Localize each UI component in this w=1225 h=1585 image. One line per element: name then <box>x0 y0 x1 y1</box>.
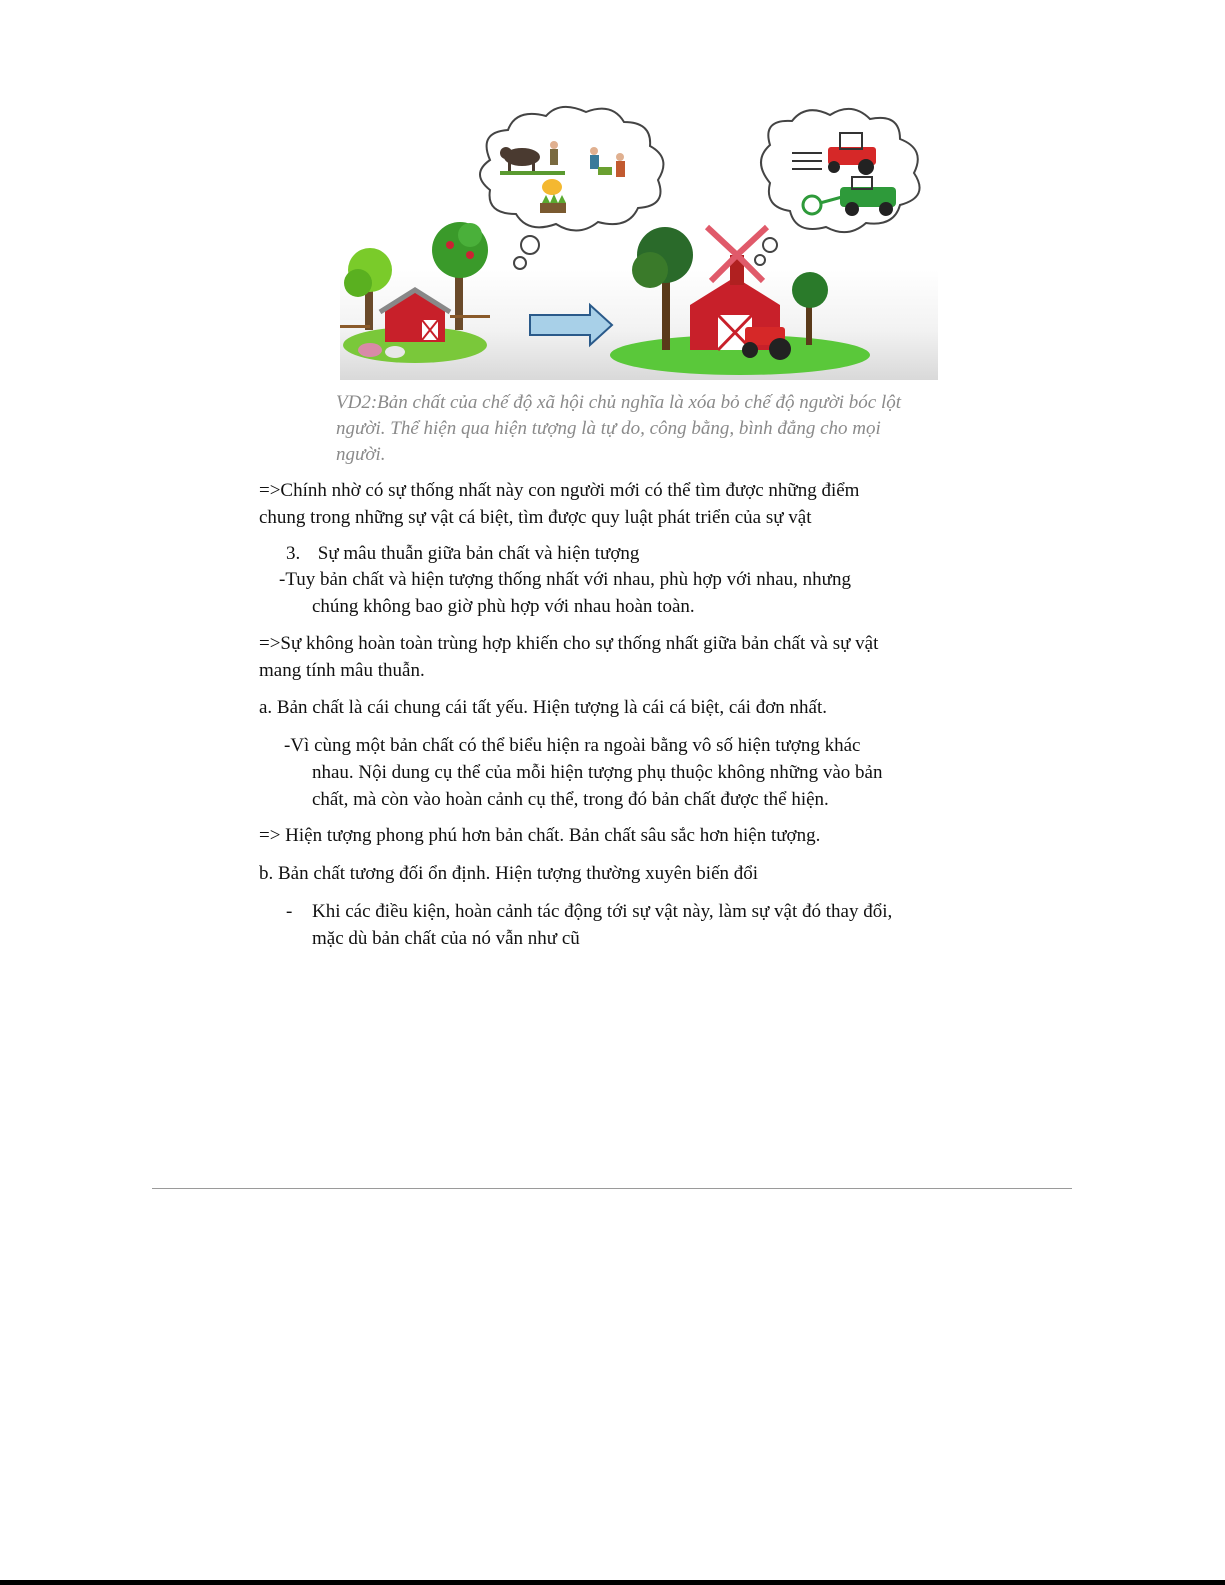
heading-number: 3. <box>286 543 301 564</box>
farm-transition-illustration <box>340 105 938 380</box>
heading-text: Sự mâu thuẫn giữa bản chất và hiện tượng <box>317 543 640 564</box>
caption-line: người. <box>336 444 386 465</box>
paragraph-contradiction <box>279 566 851 620</box>
page-divider <box>152 1188 1072 1189</box>
text-line: -Tuy bản chất và hiện tượng thống nhất với nhau, phù hợp với nhau, nhưng <box>279 569 851 590</box>
bottom-border <box>0 1580 1225 1585</box>
paragraph-conclusion-contradiction <box>259 630 878 684</box>
point-b: b. Bản chất tương đối ổn định. Hiện tượng thường xuyên biến đổi <box>259 863 759 884</box>
caption-line: người. Thể hiện qua hiện tượng là tự do, công bằng, bình đẳng cho mọi <box>336 418 881 439</box>
paragraph-conditions-change <box>312 898 892 952</box>
section-heading-3 <box>286 540 639 567</box>
text-line: =>Chính nhờ có sự thống nhất này con người mới có thể tìm được những điểm <box>259 480 860 501</box>
text-line: chất, mà còn vào hoàn cảnh cụ thể, trong đó bản chất được thể hiện. <box>312 789 829 810</box>
point-a: a. Bản chất là cái chung cái tất yếu. Hiện tượng là cái cá biệt, cái đơn nhất. <box>259 697 827 718</box>
caption-line: VD2:Bản chất của chế độ xã hội chủ nghĩa là xóa bỏ chế độ người bóc lột <box>336 392 902 413</box>
paragraph-conclusion-unity <box>259 477 859 531</box>
thought-cloud-machinery <box>755 109 920 265</box>
thought-cloud-traditional-farming <box>480 107 663 269</box>
text-line: -Vì cùng một bản chất có thể biểu hiện ra ngoài bằng vô số hiện tượng khác <box>284 735 861 756</box>
text-line: chúng không bao giờ phù hợp với nhau hoàn toàn. <box>312 596 695 617</box>
text-line: =>Sự không hoàn toàn trùng hợp khiến cho sự thống nhất giữa bản chất và sự vật <box>259 633 879 654</box>
figure-caption <box>336 390 976 468</box>
text-line: Khi các điều kiện, hoàn cảnh tác động tới sự vật này, làm sự vật đó thay đổi, <box>312 901 893 922</box>
text-line: mang tính mâu thuẫn. <box>259 660 425 681</box>
text-line: nhau. Nội dung cụ thể của mỗi hiện tượng phụ thuộc không những vào bản <box>312 762 883 783</box>
paragraph-conclusion-richness: => Hiện tượng phong phú hơn bản chất. Bản chất sâu sắc hơn hiện tượng. <box>259 825 821 846</box>
paragraph-essence-manifestation <box>284 732 882 813</box>
bullet-dash: - <box>286 901 293 922</box>
text-line: mặc dù bản chất của nó vẫn như cũ <box>312 928 580 949</box>
text-line: chung trong những sự vật cá biệt, tìm được quy luật phát triển của sự vật <box>259 507 812 528</box>
